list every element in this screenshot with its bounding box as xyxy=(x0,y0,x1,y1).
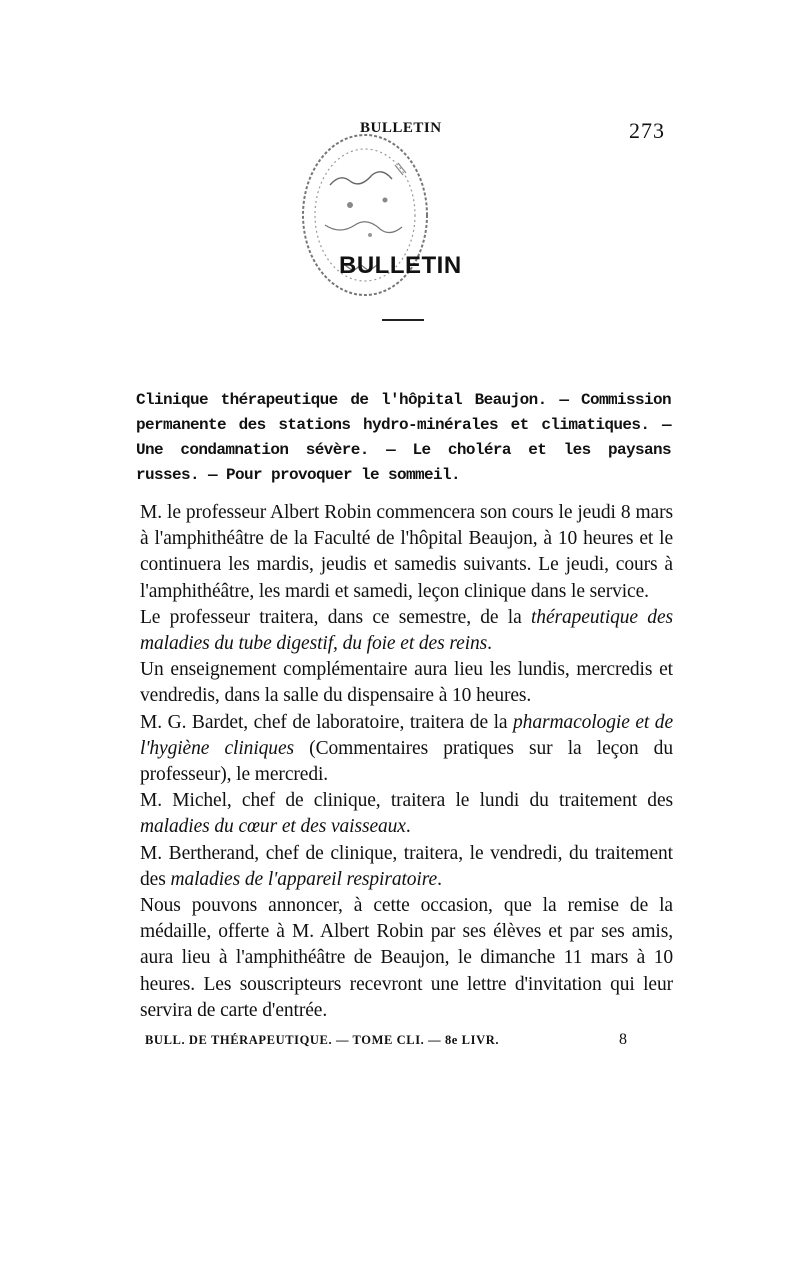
text-run: . xyxy=(437,868,442,890)
paragraph xyxy=(140,500,673,605)
text-run: M. le professeur Albert Robin commencera son cours le jeudi 8 mars à l'amphithéâtre de la Faculté de l'hôpital Beaujon, à 10 heures et le continuera les mardis, jeudis et samedis suivants. Le jeudi, cours à l'amphithéâtre, les mardi et samedi, leçon clinique dans le service. xyxy=(140,502,673,602)
summary-text: Clinique thérapeutique de l'hôpital Beaujon. — Commission permanente des stations hydro-minérales et climatiques. — Une condamnation sévère. — Le choléra et les paysans russes. — Pour provoquer le sommeil. xyxy=(136,391,671,484)
section-title: BULLETIN xyxy=(339,252,462,279)
text-run: . xyxy=(405,816,411,838)
text-run: . xyxy=(487,633,492,655)
italic-phrase: thérapeutique des maladies du tube digestif, du foie et des reins xyxy=(140,606,673,655)
paragraph xyxy=(140,605,673,657)
text-run: M. Bertherand, chef de clinique, traitera, le vendredi, du traitement des xyxy=(140,842,673,890)
paragraph xyxy=(140,893,673,1024)
paragraph xyxy=(140,657,673,709)
heading-divider xyxy=(382,319,424,321)
italic-phrase: maladies de l'appareil respiratoire xyxy=(170,868,438,890)
paragraph xyxy=(140,710,673,789)
page-number: 273 xyxy=(629,118,665,143)
text-run: Nous pouvons annoncer, à cette occasion, que la remise de la médaille, offerte à M. Albert Robin par ses élèves et par ses amis, aura lieu à l'amphithéâtre de Beaujon, le dimanche 11 mars à 10 heures. Les souscripteurs recevront une lettre d'invitation qui leur servira de carte d'entrée. xyxy=(140,895,673,1021)
signature-mark: 8 xyxy=(619,1031,628,1048)
section-summary xyxy=(136,388,671,488)
paragraph xyxy=(140,788,673,840)
paragraph xyxy=(140,841,673,893)
italic-phrase: pharmacologie et de l'hygiène cliniques xyxy=(140,711,673,759)
running-head: BULLETIN xyxy=(360,120,442,136)
article-body xyxy=(140,500,673,1024)
italic-phrase: maladies du cœur et des vaisseaux xyxy=(140,816,406,838)
text-run: (Commentaires pratiques sur la leçon du professeur), le mercredi. xyxy=(140,737,673,786)
text-run: M. Michel, chef de clinique, traitera le lundi du traitement des xyxy=(140,790,673,812)
page-footer xyxy=(145,1033,630,1048)
footer-text: BULL. DE THÉRAPEUTIQUE. — TOME CLI. — 8e LIVR. xyxy=(145,1033,500,1047)
text-run: Un enseignement complémentaire aura lieu les lundis, mercredis et vendredis, dans la salle du dispensaire à 10 heures. xyxy=(140,659,673,707)
text-run: M. G. Bardet, chef de laboratoire, traitera de la xyxy=(140,711,514,733)
text-run: Le professeur traitera, dans ce semestre, de la xyxy=(140,606,531,628)
